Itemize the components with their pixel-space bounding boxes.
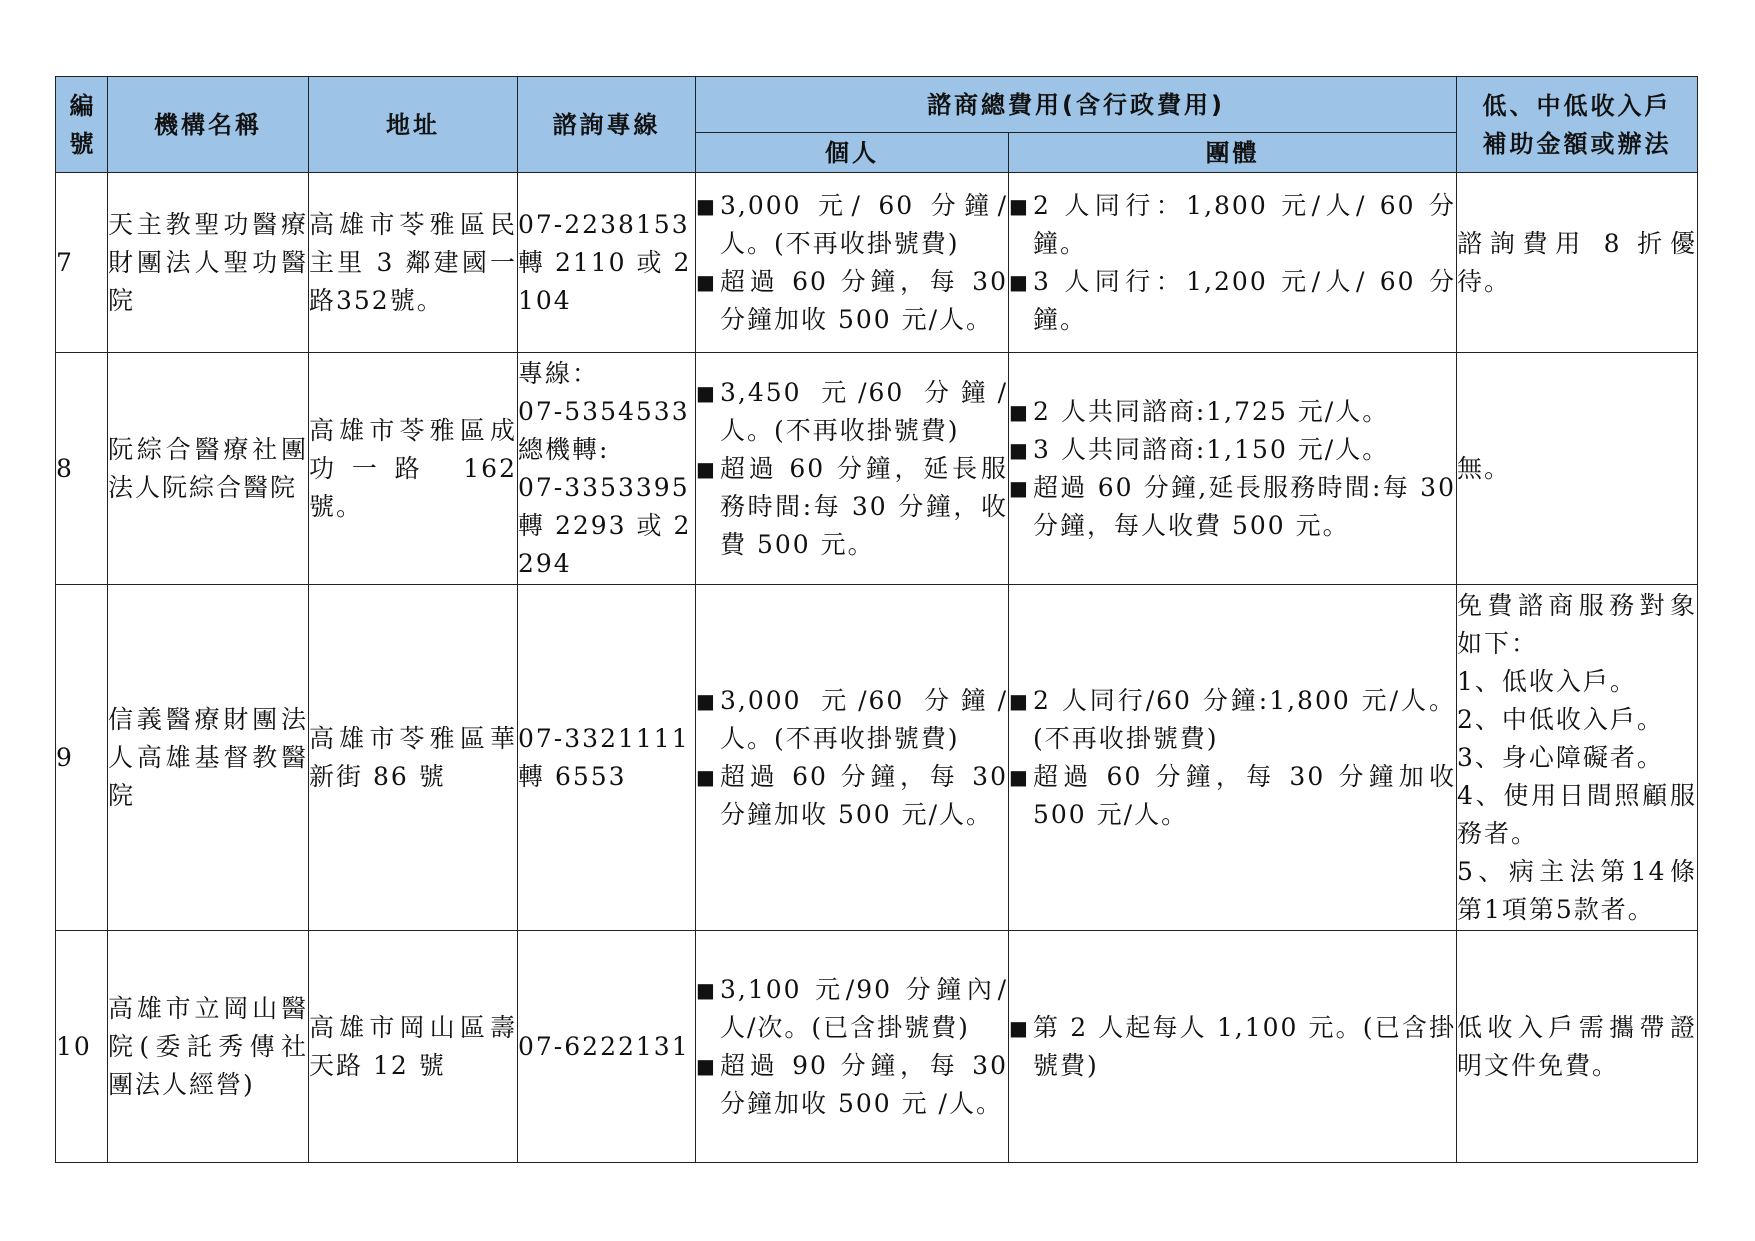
hotline [518,585,696,931]
fee-item-text: 3,100 元/90 分鐘內/人/次。(已含掛號費) [720,974,1008,1042]
hotline-line: 07-6222131 [518,1031,690,1061]
subsidy-line: 4、使用日間照顧服務者。 [1457,780,1697,848]
fee-item-text: 第 2 人起每人 1,100 元。(已含掛號費) [1033,1012,1456,1080]
header-group: 團體 [1009,133,1457,173]
fee-item [696,682,1008,758]
row-number: 7 [56,173,108,353]
fee-item-text: 3 人同行：1,200 元/人/ 60 分鐘。 [1033,266,1456,334]
subsidy-line: 諮詢費用 8 折優待。 [1457,228,1697,296]
fee-item [1009,431,1456,469]
square-bullet-icon: ■ [696,269,717,294]
header-individual: 個人 [696,133,1009,173]
fee-item [1009,187,1456,263]
subsidy [1457,585,1698,931]
fee-item [696,971,1008,1047]
fee-item-text: 超過 60 分鐘,延長服務時間:每 30 分鐘，每人收費 500 元。 [1033,472,1456,540]
individual-fee [696,585,1009,931]
square-bullet-icon: ■ [1009,764,1030,789]
subsidy-line: 低收入戶需攜帶證明文件免費。 [1457,1012,1697,1080]
fee-item-text: 超過 90 分鐘，每 30 分鐘加收 500 元 /人。 [720,1050,1008,1118]
square-bullet-icon: ■ [1009,475,1030,500]
header-name: 機構名稱 [108,77,309,173]
fee-item-text: 2 人同行/60 分鐘:1,800 元/人。(不再收掛號費) [1033,685,1456,753]
square-bullet-icon: ■ [696,688,717,713]
hotline [518,931,696,1163]
fee-item-text: 2 人共同諮商:1,725 元/人。 [1033,396,1390,426]
group-fee [1009,931,1457,1163]
hotline [518,173,696,353]
fee-item-text: 超過 60 分鐘，延長服務時間:每 30 分鐘，收費 500 元。 [720,453,1008,559]
row-number: 9 [56,585,108,931]
fee-item [1009,758,1456,834]
address: 高雄市苓雅區華新街 86 號 [309,585,518,931]
subsidy [1457,173,1698,353]
individual-fee [696,173,1009,353]
fee-item-text: 超過 60 分鐘，每 30 分鐘加收 500 元/人。 [720,761,1008,829]
square-bullet-icon: ■ [1009,1015,1030,1040]
header-hotline: 諮詢專線 [518,77,696,173]
subsidy-line: 免費諮商服務對象如下： [1457,590,1697,658]
table-row [56,173,1698,353]
hotline-line: 總機轉: [518,434,610,464]
hotline-line: 07-3321111 轉 6553 [518,723,690,791]
institution-name: 阮綜合醫療社團法人阮綜合醫院 [108,353,309,585]
row-number: 10 [56,931,108,1163]
table-row [56,931,1698,1163]
square-bullet-icon: ■ [1009,269,1030,294]
square-bullet-icon: ■ [1009,193,1030,218]
header-subsidy: 低、中低收入戶補助金額或辦法 [1457,77,1698,173]
fee-item [1009,1009,1456,1085]
fee-item [696,263,1008,339]
table-body [56,173,1698,1163]
institution-name: 高雄市立岡山醫院(委託秀傳社團法人經營) [108,931,309,1163]
institution-name: 天主教聖功醫療財團法人聖功醫院 [108,173,309,353]
subsidy-line: 3、身心障礙者。 [1457,742,1664,772]
group-fee [1009,173,1457,353]
square-bullet-icon: ■ [696,380,717,405]
square-bullet-icon: ■ [1009,399,1030,424]
square-bullet-icon: ■ [696,764,717,789]
fee-item [696,1047,1008,1123]
square-bullet-icon: ■ [696,193,717,218]
fee-item-text: 3 人共同諮商:1,150 元/人。 [1033,434,1390,464]
fee-item [696,758,1008,834]
header-address: 地址 [309,77,518,173]
group-fee [1009,585,1457,931]
subsidy [1457,353,1698,585]
square-bullet-icon: ■ [696,456,717,481]
hotline-line: 07-5354533 [518,396,690,426]
hospital-fee-table [55,76,1698,1163]
hotline [518,353,696,585]
square-bullet-icon: ■ [696,1053,717,1078]
square-bullet-icon: ■ [1009,688,1030,713]
hotline-line: 07-3353395 轉 2293 或 2294 [518,472,692,578]
subsidy-line: 1、低收入戶。 [1457,666,1637,696]
row-number: 8 [56,353,108,585]
square-bullet-icon: ■ [696,977,717,1002]
fee-item-text: 3,000 元/60 分鐘/人。(不再收掛號費) [720,685,1008,753]
address: 高雄市苓雅區民主里 3 鄰建國一路352號。 [309,173,518,353]
square-bullet-icon: ■ [1009,437,1030,462]
header-fee: 諮商總費用(含行政費用) [696,77,1457,133]
table-row [56,353,1698,585]
fee-item [1009,469,1456,545]
group-fee [1009,353,1457,585]
fee-item-text: 3,450 元/60 分鐘/人。(不再收掛號費) [720,377,1008,445]
address: 高雄市岡山區壽天路 12 號 [309,931,518,1163]
hotline-line: 07-2238153 轉 2110 或 2104 [518,209,692,315]
subsidy [1457,931,1698,1163]
subsidy-line: 5、病主法第14條第1項第5款者。 [1457,856,1697,924]
fee-item-text: 超過 60 分鐘，每 30 分鐘加收 500 元/人。 [1033,761,1456,829]
hotline-line: 專線： [518,358,600,388]
document-page [55,76,1698,1163]
fee-item [1009,263,1456,339]
fee-item-text: 2 人同行：1,800 元/人/ 60 分鐘。 [1033,190,1456,258]
header-no: 編號 [56,77,108,173]
fee-item-text: 超過 60 分鐘，每 30 分鐘加收 500 元/人。 [720,266,1008,334]
subsidy-line: 2、中低收入戶。 [1457,704,1664,734]
fee-item [1009,682,1456,758]
fee-item [1009,393,1456,431]
individual-fee [696,353,1009,585]
institution-name: 信義醫療財團法人高雄基督教醫院 [108,585,309,931]
fee-item-text: 3,000 元/ 60 分鐘/人。(不再收掛號費) [720,190,1008,258]
fee-item [696,374,1008,450]
subsidy-line: 無。 [1457,453,1512,483]
fee-item [696,450,1008,564]
fee-item [696,187,1008,263]
table-row [56,585,1698,931]
individual-fee [696,931,1009,1163]
address: 高雄市苓雅區成功一路 162 號。 [309,353,518,585]
